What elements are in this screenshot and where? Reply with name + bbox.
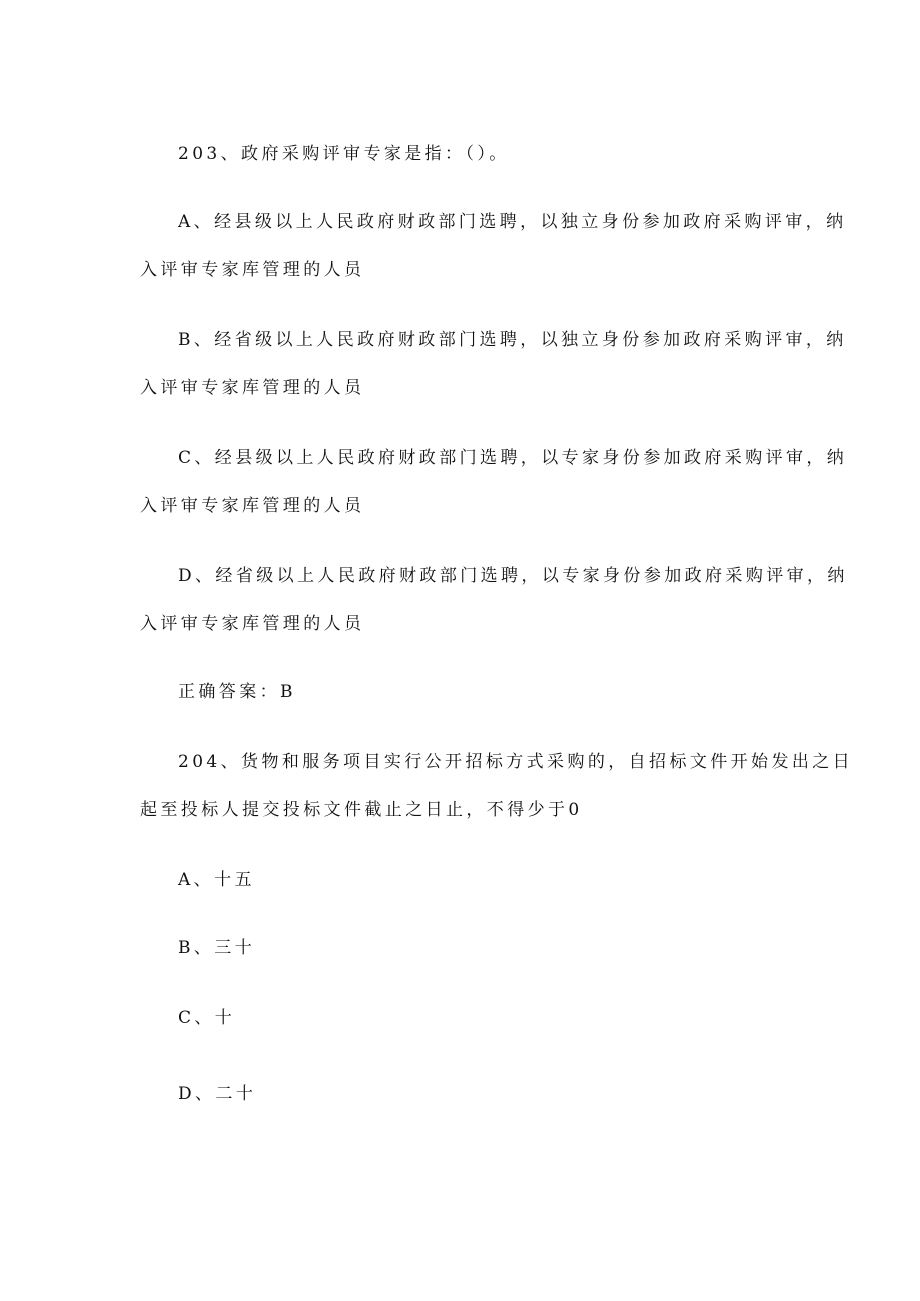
question-203-option-d-line1: D、经省级以上人民政府财政部门选聘，以专家身份参加政府采购评审，纳 <box>178 566 848 586</box>
question-203-option-b-line2: 入评审专家库管理的人员 <box>140 378 365 398</box>
question-204-option-c: C、十 <box>178 1008 236 1028</box>
question-204-option-a: A、十五 <box>178 870 255 890</box>
question-203-option-b-line1: B、经省级以上人民政府财政部门选聘，以独立身份参加政府采购评审，纳 <box>178 330 847 350</box>
question-204-stem-line1: 204、货物和服务项目实行公开招标方式采购的，自招标文件开始发出之日 <box>178 752 854 772</box>
question-204-stem-line2: 起至投标人提交投标文件截止之日止，不得少于0 <box>140 800 583 820</box>
question-203-option-d-line2: 入评审专家库管理的人员 <box>140 614 365 634</box>
question-203-option-c-line1: C、经县级以上人民政府财政部门选聘，以专家身份参加政府采购评审，纳 <box>178 448 848 468</box>
question-203-option-a-line2: 入评审专家库管理的人员 <box>140 260 365 280</box>
question-204-option-d: D、二十 <box>178 1084 257 1104</box>
question-203-option-a-line1: A、经县级以上人民政府财政部门选聘，以独立身份参加政府采购评审，纳 <box>178 212 847 232</box>
question-203-stem: 203、政府采购评审专家是指：（）。 <box>178 144 510 164</box>
question-204-option-b: B、三十 <box>178 938 256 958</box>
question-203-answer: 正确答案：B <box>178 682 296 702</box>
question-203-option-c-line2: 入评审专家库管理的人员 <box>140 496 365 516</box>
